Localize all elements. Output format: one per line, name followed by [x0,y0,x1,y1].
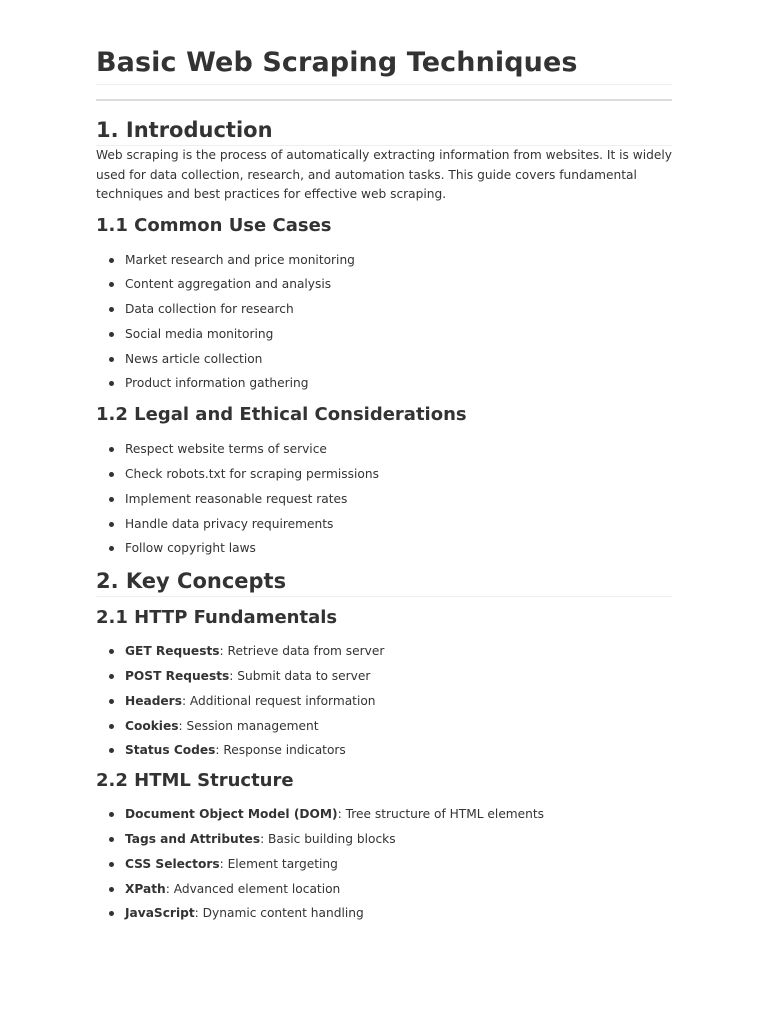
subsection-heading-legal: 1.2 Legal and Ethical Considerations [96,404,467,426]
list-item: Data collection for research [125,300,672,325]
list-item-term: POST Requests [125,669,230,684]
intro-paragraph-line: used for data collection, research, and automation tasks. This guide covers fundamental [96,167,637,182]
list-item-term: JavaScript [125,906,195,921]
list-item: Check robots.txt for scraping permissions [125,465,672,490]
subsection-heading-html: 2.2 HTML Structure [96,770,294,792]
list-item: News article collection [125,350,672,375]
intro-paragraph [96,146,672,205]
intro-paragraph-line: Web scraping is the process of automatically extracting information from websites. It is widely [96,148,672,162]
list-item [125,805,672,830]
list-item [125,717,672,742]
list-item-term: Status Codes [125,743,216,758]
section-heading-introduction: 1. Introduction [96,115,672,146]
subsection-heading-http: 2.1 HTTP Fundamentals [96,607,338,629]
document-page [96,0,672,929]
list-item-desc: : Session management [178,718,319,733]
list-item-desc: : Additional request information [181,693,376,708]
list-item: Follow copyright laws [125,539,672,564]
intro-paragraph-line: techniques and best practices for effective web scraping. [96,187,447,201]
list-item: Handle data privacy requirements [125,515,672,540]
list-item: Content aggregation and analysis [125,275,672,300]
list-item-term: CSS Selectors [125,856,220,871]
list-item [125,741,672,766]
list-item [125,880,672,905]
list-item-desc: : Submit data to server [229,669,371,684]
list-item [125,692,672,717]
list-item [125,830,672,855]
title-divider [96,99,672,101]
list-item [125,667,672,692]
list-item [125,642,672,667]
html-list [96,805,672,929]
list-item: Market research and price monitoring [125,251,672,276]
list-item-term: GET Requests [125,644,220,659]
list-item-desc: : Element targeting [219,856,338,871]
list-item-desc: : Retrieve data from server [219,644,385,659]
list-item-desc: : Dynamic content handling [194,906,364,921]
list-item-desc: : Basic building blocks [260,832,396,847]
list-item-desc: : Tree structure of HTML elements [337,807,545,822]
list-item-term: Cookies [125,718,179,733]
list-item: Respect website terms of service [125,440,672,465]
http-list [96,642,672,766]
list-item [125,855,672,880]
section-heading-key-concepts: 2. Key Concepts [96,566,672,597]
list-item-term: XPath [125,881,166,896]
list-item-term: Document Object Model (DOM) [125,807,338,822]
list-item: Implement reasonable request rates [125,490,672,515]
list-item [125,904,672,929]
page-title: Basic Web Scraping Techniques [96,44,672,85]
list-item-term: Headers [125,693,182,708]
legal-list [96,440,672,564]
list-item: Social media monitoring [125,325,672,350]
list-item-desc: : Response indicators [215,743,346,758]
list-item-desc: : Advanced element location [165,881,341,896]
list-item-term: Tags and Attributes [125,832,261,847]
list-item: Product information gathering [125,374,672,399]
subsection-heading-use-cases: 1.1 Common Use Cases [96,214,332,236]
use-cases-list [96,251,672,400]
